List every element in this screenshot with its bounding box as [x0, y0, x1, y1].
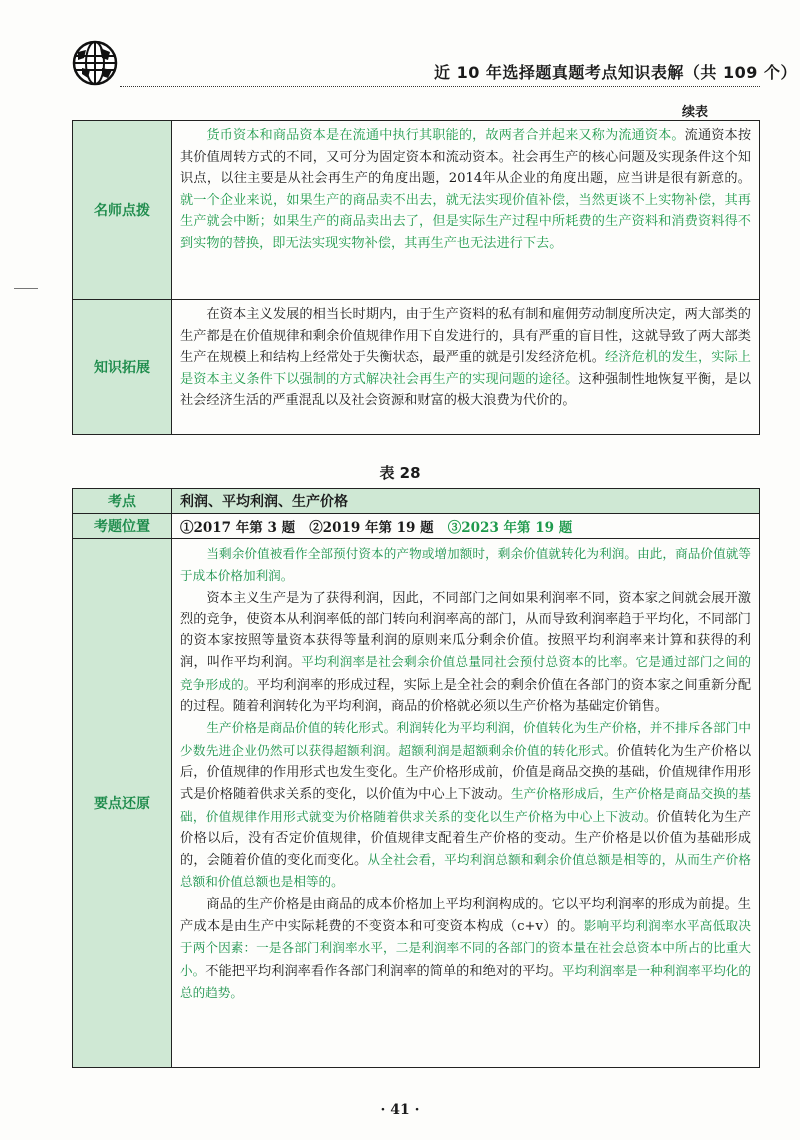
body-text: 资本主义生产是为了获得利润，因此，不同部门之间如果利润率不同，资本家之间就会展开激烈的竞争，使资本从利润率低的部门转向利润率高的部门，从而导致利润率趋于平均化，不同部门的资本家按照等量资本获得等量利润的原则来瓜分剩余价值。按照平均利润率来计算和获得的利润，叫作平均利润。 [180, 590, 751, 671]
row-content [172, 121, 760, 300]
table-row [73, 121, 760, 300]
row-label: 知识拓展 [73, 300, 172, 435]
table-row [73, 300, 760, 435]
body-text: 价值转化为生产价格以后，没有否定价值规律，价值规律支配着生产价格的变动。生产价格是以价值为基础形成的，会随着价值的变化而变化。 [180, 809, 752, 869]
topic-value: 利润、平均利润、生产价格 [172, 489, 760, 514]
header-dotted-rule [120, 86, 760, 87]
body-text: 在资本主义发展的相当长时期内，由于生产资料的私有制和雇佣劳动制度所决定，两大部类的生产都是在价值规律和剩余价值规律作用下自发进行的，具有严重的盲目性，这就导致了两大部类生产在规模上和结构上经常处于失衡状态，最严重的就是引发经济危机。 [180, 307, 751, 365]
row-content [172, 300, 760, 435]
highlight-text: 平均利润率是一种利润率平均化的总的趋势。 [180, 962, 752, 1000]
highlight-text: 经济危机的发生，实际上是资本主义条件下以强制的方式解决社会再生产的实现问题的途径。 [180, 350, 751, 387]
row-label: 要点还原 [73, 539, 172, 1068]
globe-icon [72, 40, 118, 86]
body-text: 流通资本按其价值周转方式的不同，又可分为固定资本和流动资本。社会再生产的核心问题及实现条件这个知识点，以往主要是从社会再生产的角度出题，2014年从企业的角度出题，应当讲是很有新意的。 [180, 128, 752, 186]
margin-mark [14, 288, 38, 289]
table-title: 表 28 [379, 464, 421, 482]
body-text: 价值转化为生产价格以后，价值规律的作用形式也发生变化。生产价格形成前，价值是商品交换的基础，价值规律作用形式是价格随着供求关系的变化，以价值为中心上下波动。 [180, 743, 752, 803]
highlight-text: 就一个企业来说，如果生产的商品卖不出去，就无法实现价值补偿，当然更谈不上实物补偿，其再生产就会中断；如果生产的商品卖出去了，但是实际生产过程中所耗费的生产资料和消费资料得不到实物的替换，即无法实现实物补偿，其再生产也无法进行下去。 [180, 192, 751, 251]
knowledge-table [72, 488, 760, 1068]
highlight-text: 生产价格形成后，生产价格是商品交换的基础，价值规律作用形式就变为价格随着供求关系的变化以生产价格为中心上下波动。 [180, 786, 752, 824]
row-content [172, 539, 760, 1068]
highlight-text: 平均利润率是社会剩余价值总量同社会预付总资本的比率。它是通过部门之间的竞争形成的。 [180, 654, 752, 692]
highlight-text: 影响平均利润率水平高低取决于两个因素：一是各部门利润率水平，二是利润率不同的各部门的资本量在社会总资本中所占的比重大小。 [180, 918, 752, 978]
position-item: ③2023 年第 19 题 [447, 520, 573, 536]
page-number: · 41 · [380, 1102, 420, 1118]
body-text: 平均利润率的形成过程，实际上是全社会的剩余价值在各部门的资本家之间重新分配的过程。随着利润转化为平均利润，商品的价格就必须以生产价格为基础定价销售。 [180, 677, 752, 715]
question-positions [172, 514, 760, 539]
continued-table [72, 120, 760, 435]
table-row [73, 489, 760, 514]
position-item: ②2019 年第 19 题 [309, 520, 434, 536]
highlight-text: 从全社会看，平均利润总额和剩余价值总额是相等的，从而生产价格总额和价值总额也是相等的。 [180, 852, 752, 890]
row-label: 考题位置 [73, 514, 172, 539]
row-label: 考点 [73, 489, 172, 514]
header-title: 近 10 年选择题真题考点知识表解（共 109 个） [434, 63, 797, 82]
highlight-text: 货币资本和商品资本是在流通中执行其职能的，故两者合并起来又称为流通资本。 [206, 128, 685, 143]
continued-label: 续表 [682, 105, 709, 120]
body-text: 不能把平均利润率看作各部门利润率的简单的和绝对的平均。 [205, 963, 562, 979]
table-row [73, 539, 760, 1068]
body-text: 这种强制性地恢复平衡，是以社会经济生活的严重混乱以及社会资源和财富的极大浪费为代价的。 [180, 371, 751, 408]
table-row [73, 514, 760, 539]
position-item: ①2017 年第 3 题 [180, 520, 296, 536]
highlight-text: 生产价格是商品价值的转化形式。利润转化为平均利润，价值转化为生产价格，并不排斥各部门中少数先进企业仍然可以获得超额利润。超额利润是超额剩余价值的转化形式。 [180, 720, 751, 758]
row-label: 名师点拨 [73, 121, 172, 300]
page-header [0, 0, 800, 120]
body-text: 商品的生产价格是由商品的成本价格加上平均利润构成的。它以平均利润率的形成为前提。生产成本是由生产中实际耗费的不变资本和可变资本构成（c+v）的。 [180, 896, 751, 935]
highlight-text: 当剩余价值被看作全部预付资本的产物或增加额时，剩余价值就转化为利润。由此，商品价值就等于成本价格加利润。 [180, 546, 751, 584]
